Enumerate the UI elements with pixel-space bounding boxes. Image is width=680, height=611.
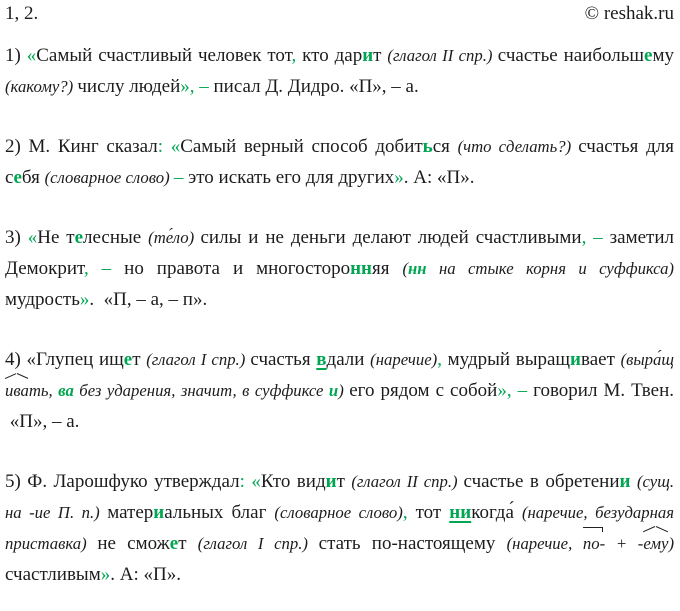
text-run: т [373,45,388,66]
text-run: (глагол I спр.) [146,350,251,369]
sentence [5,344,674,437]
sentence [5,222,674,315]
text-run: счастье наибольш [497,45,645,66]
text-run: т [336,471,352,492]
text-run: . А: «П». [403,167,475,188]
text-run: лесные [83,227,149,248]
text-run: по- [583,528,605,559]
text-run: мудрость [5,289,80,310]
text-run: без ударения, значит, в суффиксе [73,381,329,400]
text-run: Самый верный способ добит [180,136,423,157]
text-run: – [173,167,184,188]
text-run: ва [58,381,74,400]
text-run [163,136,171,157]
text-run: (глагол II спр.) [351,472,464,491]
text-run: , – [581,227,603,248]
text-run: писал Д. Дидро. «П», – а. [208,76,419,97]
text-run: ни [449,502,472,523]
text-run: (те́ло) [148,228,201,247]
text-run: счастье в обретени [463,471,620,492]
text-run: его рядом с собой [349,380,498,401]
text-run: мудрый выращ [441,349,571,370]
text-run: : [239,471,245,492]
text-run: » [79,289,90,310]
text-run: дали [326,349,371,370]
text-run: е [74,227,84,248]
text-run: » [100,564,111,585]
text-run: стать по-настоящему [318,533,507,554]
text-run: счастья для с [5,136,674,188]
sentence [5,40,674,102]
text-run: е [169,533,179,554]
text-run: на стыке корня и суффикса) [426,259,674,278]
text-run: (какому?) [5,77,78,96]
text-run: числу людей [77,76,181,97]
text-run: и [619,471,631,492]
text-run: (наречие, [506,534,583,553]
text-run: и [570,349,581,370]
text-run: кто дар [296,45,363,66]
text-run: ива [5,375,29,406]
text-run: (словарное слово) [274,503,403,522]
text-run: Не т [37,227,75,248]
text-run: 2) М. Кинг сказал [5,136,158,157]
text-run: т [178,533,198,554]
text-run: » [394,167,404,188]
text-run: это искать его для других [183,167,395,188]
text-run: « [251,471,261,492]
text-run: вает [580,349,621,370]
text-run: (выра́щ [620,350,674,369]
text-run: в [316,349,327,370]
text-run: , [402,502,408,523]
solution-paragraphs [5,40,674,590]
text-run: и [325,471,337,492]
text-run: альных благ [164,502,275,523]
sentence [5,466,674,590]
text-run: нн [408,259,427,278]
text-run: (наречие) [370,350,438,369]
text-run: . А: «П». [110,564,181,585]
text-run: бя [21,167,45,188]
sentence [5,131,674,193]
text-run: 1) [5,45,27,66]
text-run: т [132,349,147,370]
text-run: но правота и многосторо [111,258,351,279]
text-run: « [27,227,38,248]
watermark: © reshak.ru [584,3,674,24]
text-run: (глагол II спр.) [387,46,498,65]
text-run: е [13,167,22,188]
text-run: + - [605,534,644,553]
text-run: му [652,45,675,66]
text-run: , [437,349,442,370]
text-run: ) [338,381,350,400]
text-run: « [170,136,181,157]
text-run: и [153,502,165,523]
text-run: (сущ. на -ие П. п.) [5,472,674,522]
text-run: яя [371,258,403,279]
text-run: ) [668,534,675,553]
text-run: Кто вид [260,471,326,492]
text-run: ( [402,259,409,278]
text-run: , – [83,258,112,279]
text-run: ся [432,136,458,157]
text-run: 3) [5,227,28,248]
text-run: 4) «Глупец ищ [5,349,124,370]
text-run: ть, [28,381,59,400]
text-run: е [123,349,133,370]
text-run: тот [407,502,450,523]
text-run: счастливым [5,564,101,585]
text-run: (наречие, безударная приставка) [5,503,675,553]
text-run: ь [422,136,433,157]
text-run: , [291,45,297,66]
text-run: », – [180,76,209,97]
text-run: и [328,381,339,400]
text-run: силы и не деньги делают людей счастливыми [200,227,582,248]
text-run: 5) Ф. Ларошфуко утверждал [5,471,240,492]
text-run: счастья [250,349,317,370]
text-run: (что сделать?) [457,137,579,156]
text-run: не смож [97,533,170,554]
text-run: (глагол I спр.) [197,534,319,553]
text-run: и [362,45,374,66]
text-run: говорил М. Твен. «П», – а. [5,380,675,432]
text-run: заметил Демокрит [5,227,674,279]
text-run: ему [643,528,668,559]
text-run: », – [497,380,528,401]
text-run: нн [350,258,372,279]
text-run: когда́ [471,502,522,523]
text-run: : [157,136,163,157]
text-run: . «П, – а, – п». [89,289,208,310]
exercise-number: 1, 2. [5,3,39,24]
text-run: матер [107,502,154,523]
text-run: е [644,45,653,66]
page-header [5,3,674,25]
text-run: Самый счастливый человек тот [36,45,292,66]
text-run: (словарное слово) [44,168,174,187]
text-run: « [26,45,37,66]
